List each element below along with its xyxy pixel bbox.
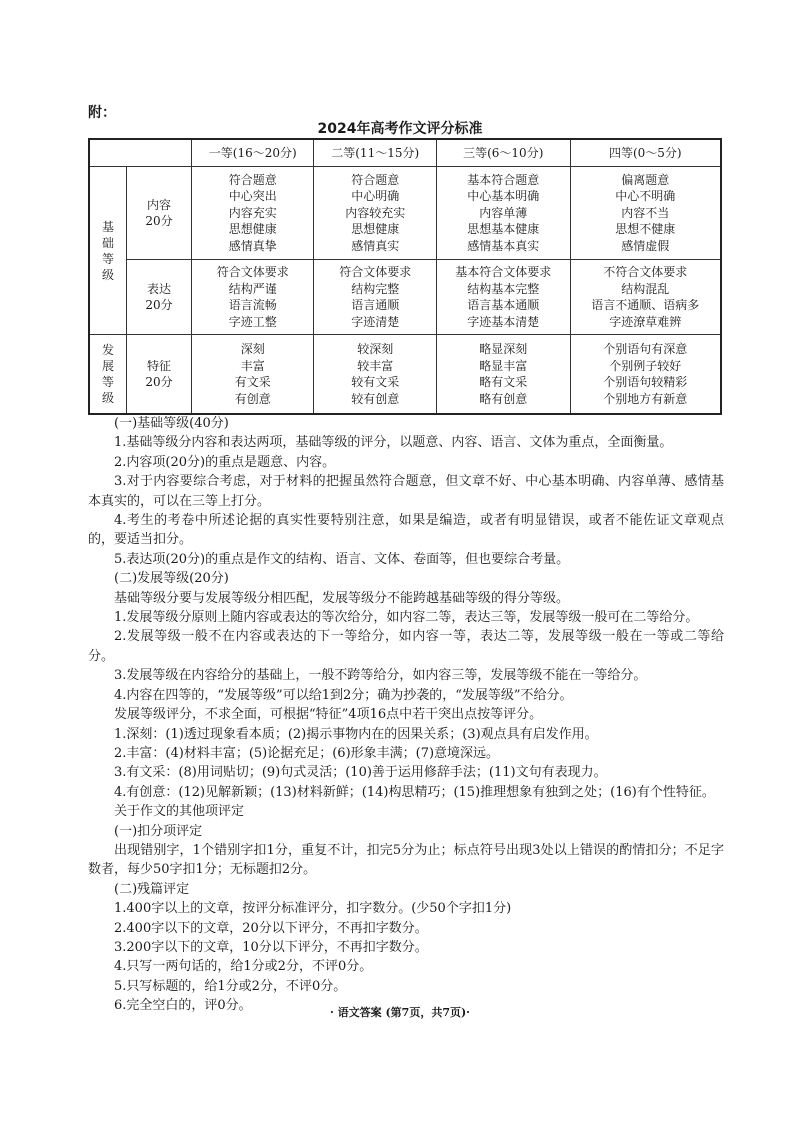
table-cell	[436, 167, 570, 260]
paragraph: 1.基础等级分内容和表达两项，基础等级的评分，以题意、内容、语言、文体为重点，全面衡量。	[114, 435, 673, 451]
paragraph: 基础等级分要与发展等级分相匹配，发展等级分不能跨越基础等级的得分等级。	[114, 590, 570, 606]
row-label	[127, 167, 192, 260]
group-label	[89, 335, 127, 415]
paragraph: (二)残篇评定	[114, 881, 190, 897]
cell-line: 略显丰富	[479, 358, 528, 373]
table-row	[89, 335, 721, 415]
table-row	[89, 167, 721, 260]
table-cell	[314, 335, 436, 415]
paragraph: 5.表达项(20分)的重点是作文的结构、语言、文体、卷面等，但也要综合考量。	[114, 551, 570, 567]
table-header-row	[89, 139, 721, 167]
cell-line: 思想健康	[228, 222, 277, 237]
cell-line: 中心突出	[228, 189, 277, 204]
table-cell	[436, 260, 570, 335]
tier-header: 一等(16～20分)	[192, 139, 314, 167]
cell-line: 个别语句有深意	[603, 342, 688, 356]
table-cell	[314, 260, 436, 335]
cell-line: 结构混乱	[621, 281, 670, 296]
paragraph: 关于作文的其他项评定	[114, 804, 245, 820]
cell-line: 字迹工整	[228, 314, 277, 329]
scoring-table	[88, 138, 722, 415]
row-label-name: 表达	[146, 281, 171, 296]
table-cell	[192, 167, 314, 260]
cell-line: 感情真挚	[228, 238, 277, 253]
cell-line: 语言基本通顺	[467, 298, 540, 312]
cell-line: 结构严谨	[228, 281, 277, 296]
cell-line: 基本符合题意	[467, 172, 540, 187]
cell-line: 内容充实	[228, 205, 277, 220]
cell-line: 较有文采	[351, 375, 400, 389]
paragraph: 3.200字以下的文章，10分以下评分，不再扣字数分。	[114, 939, 428, 955]
cell-line: 结构基本完整	[467, 281, 540, 296]
cell-line: 感情虚假	[621, 238, 670, 253]
group-label-text: 发展等级	[102, 343, 115, 405]
cell-line: 中心基本明确	[467, 189, 540, 204]
paragraph: 5.只写标题的，给1分或2分，不评0分。	[114, 978, 347, 994]
cell-line: 内容单薄	[479, 205, 528, 220]
group-label-text: 基础等级	[102, 219, 115, 282]
table-cell	[570, 335, 721, 415]
cell-line: 略显深刻	[479, 342, 528, 356]
table-row	[89, 260, 721, 335]
cell-line: 个别语句较精彩	[603, 375, 688, 389]
cell-line: 有创意	[234, 391, 271, 406]
paragraph: (一)扣分项评定	[114, 823, 203, 839]
cell-line: 中心不明确	[615, 189, 676, 204]
paragraph: 4.只写一两句话的，给1分或2分，不评0分。	[114, 959, 373, 975]
cell-line: 内容较充实	[345, 205, 406, 220]
cell-line: 思想健康	[351, 222, 400, 237]
cell-line: 结构完整	[351, 281, 400, 296]
cell-line: 字迹清楚	[351, 314, 400, 329]
table-cell	[192, 335, 314, 415]
cell-line: 略有文采	[479, 375, 528, 389]
table-corner-cell	[89, 139, 192, 167]
cell-line: 思想不健康	[615, 222, 676, 237]
paragraph: 6.完全空白的，评0分。	[114, 998, 252, 1014]
row-label	[127, 260, 192, 335]
cell-line: 思想基本健康	[467, 222, 540, 237]
cell-line: 较有创意	[351, 391, 400, 406]
paragraph: 发展等级评分，不求全面，可根据“特征”4项16点中若干突出点按等评分。	[114, 707, 543, 723]
table-cell	[436, 335, 570, 415]
page-footer: · 语文答案 (第7页，共7页)·	[329, 1006, 471, 1019]
page-title: 2024年高考作文评分标准	[317, 121, 483, 137]
cell-line: 深刻	[240, 342, 265, 356]
cell-line: 不符合文体要求	[603, 265, 688, 279]
cell-line: 有文采	[234, 375, 271, 389]
cell-line: 丰富	[240, 358, 265, 373]
row-label-points: 20分	[145, 375, 173, 389]
table-cell	[570, 167, 721, 260]
paragraph: 3.有文采：(8)用词贴切；(9)句式灵活；(10)善于运用修辞手法；(11)文句有表现力。	[114, 765, 607, 781]
cell-line: 内容不当	[621, 205, 670, 220]
table-cell	[192, 260, 314, 335]
cell-line: 语言流畅	[228, 298, 277, 312]
paragraph: 2.400字以下的文章，20分以下评分，不再扣字数分。	[114, 920, 428, 936]
cell-line: 个别地方有新意	[603, 391, 688, 406]
cell-line: 较丰富	[357, 358, 394, 373]
group-label	[89, 167, 127, 335]
cell-line: 语言不通顺、语病多	[591, 298, 700, 312]
paragraph: 4.有创意：(12)见解新颖；(13)材料新鲜；(14)构思精巧；(15)推理想象有独到之处；(16)有个性特征。	[114, 784, 715, 800]
cell-line: 略有创意	[479, 391, 528, 406]
cell-line: 感情基本真实	[467, 238, 540, 253]
scoring-notes	[88, 414, 724, 1016]
cell-line: 字迹潦草难辨	[609, 314, 682, 329]
row-label	[127, 335, 192, 415]
paragraph: 1.400字以上的文章，按评分标准评分，扣字数分。(少50个字扣1分)	[114, 901, 512, 917]
paragraph: 3.发展等级在内容给分的基础上，一般不跨等给分，如内容三等，发展等级不能在一等给分。	[114, 668, 647, 684]
cell-line: 字迹基本清楚	[467, 314, 540, 329]
paragraph: 2.内容项(20分)的重点是题意、内容。	[114, 454, 336, 470]
cell-line: 基本符合文体要求	[455, 265, 552, 279]
row-label-points: 20分	[145, 214, 173, 228]
paragraph: (一)基础等级(40分)	[114, 416, 229, 431]
cell-line: 语言通顺	[351, 298, 400, 312]
cell-line: 感情真实	[351, 238, 400, 253]
cell-line: 较深刻	[357, 342, 394, 356]
tier-header: 三等(6～10分)	[436, 139, 570, 167]
row-label-name: 内容	[146, 197, 171, 212]
table-cell	[570, 260, 721, 335]
table-cell	[314, 167, 436, 260]
tier-header: 四等(0～5分)	[570, 139, 721, 167]
paragraph: 出现错别字，1个错别字扣1分，重复不计，扣完5分为止；标点符号出现3处以上错误的酌情扣分；不足字数者，每少50字扣1分；无标题扣2分。	[88, 842, 724, 878]
attachment-label: 附：	[88, 105, 116, 121]
cell-line: 符合题意	[351, 172, 400, 187]
paragraph: 4.内容在四等的，“发展等级”可以给1到2分；确为抄袭的，“发展等级”不给分。	[114, 687, 573, 703]
cell-line: 偏离题意	[621, 172, 670, 187]
paragraph: 2.发展等级一般不在内容或表达的下一等给分，如内容一等，表达二等，发展等级一般在一等或二等给分。	[88, 629, 724, 664]
paragraph: 4.考生的考卷中所述论据的真实性要特别注意，如果是编造，或者有明显错误，或者不能佐证文章观点的，要适当扣分。	[88, 513, 724, 548]
cell-line: 符合题意	[228, 172, 277, 187]
row-label-points: 20分	[145, 298, 173, 312]
paragraph: (二)发展等级(20分)	[114, 571, 229, 587]
row-label-name: 特征	[146, 358, 171, 373]
paragraph: 1.发展等级分原则上随内容或表达的等次给分，如内容二等，表达三等，发展等级一般可在二等给分。	[114, 610, 699, 626]
paragraph: 3.对于内容要综合考虑，对于材料的把握虽然符合题意，但文章不好、中心基本明确、内容单薄、感情基本真实的，可以在三等上打分。	[88, 474, 724, 509]
cell-line: 符合文体要求	[216, 265, 289, 279]
cell-line: 符合文体要求	[339, 265, 412, 279]
cell-line: 中心明确	[351, 189, 400, 204]
cell-line: 个别例子较好	[609, 358, 682, 373]
paragraph: 1.深刻：(1)透过现象看本质；(2)揭示事物内在的因果关系；(3)观点具有启发作用。	[114, 726, 598, 742]
tier-header: 二等(11～15分)	[314, 139, 436, 167]
paragraph: 2.丰富：(4)材料丰富；(5)论据充足；(6)形象丰满；(7)意境深远。	[114, 745, 500, 761]
